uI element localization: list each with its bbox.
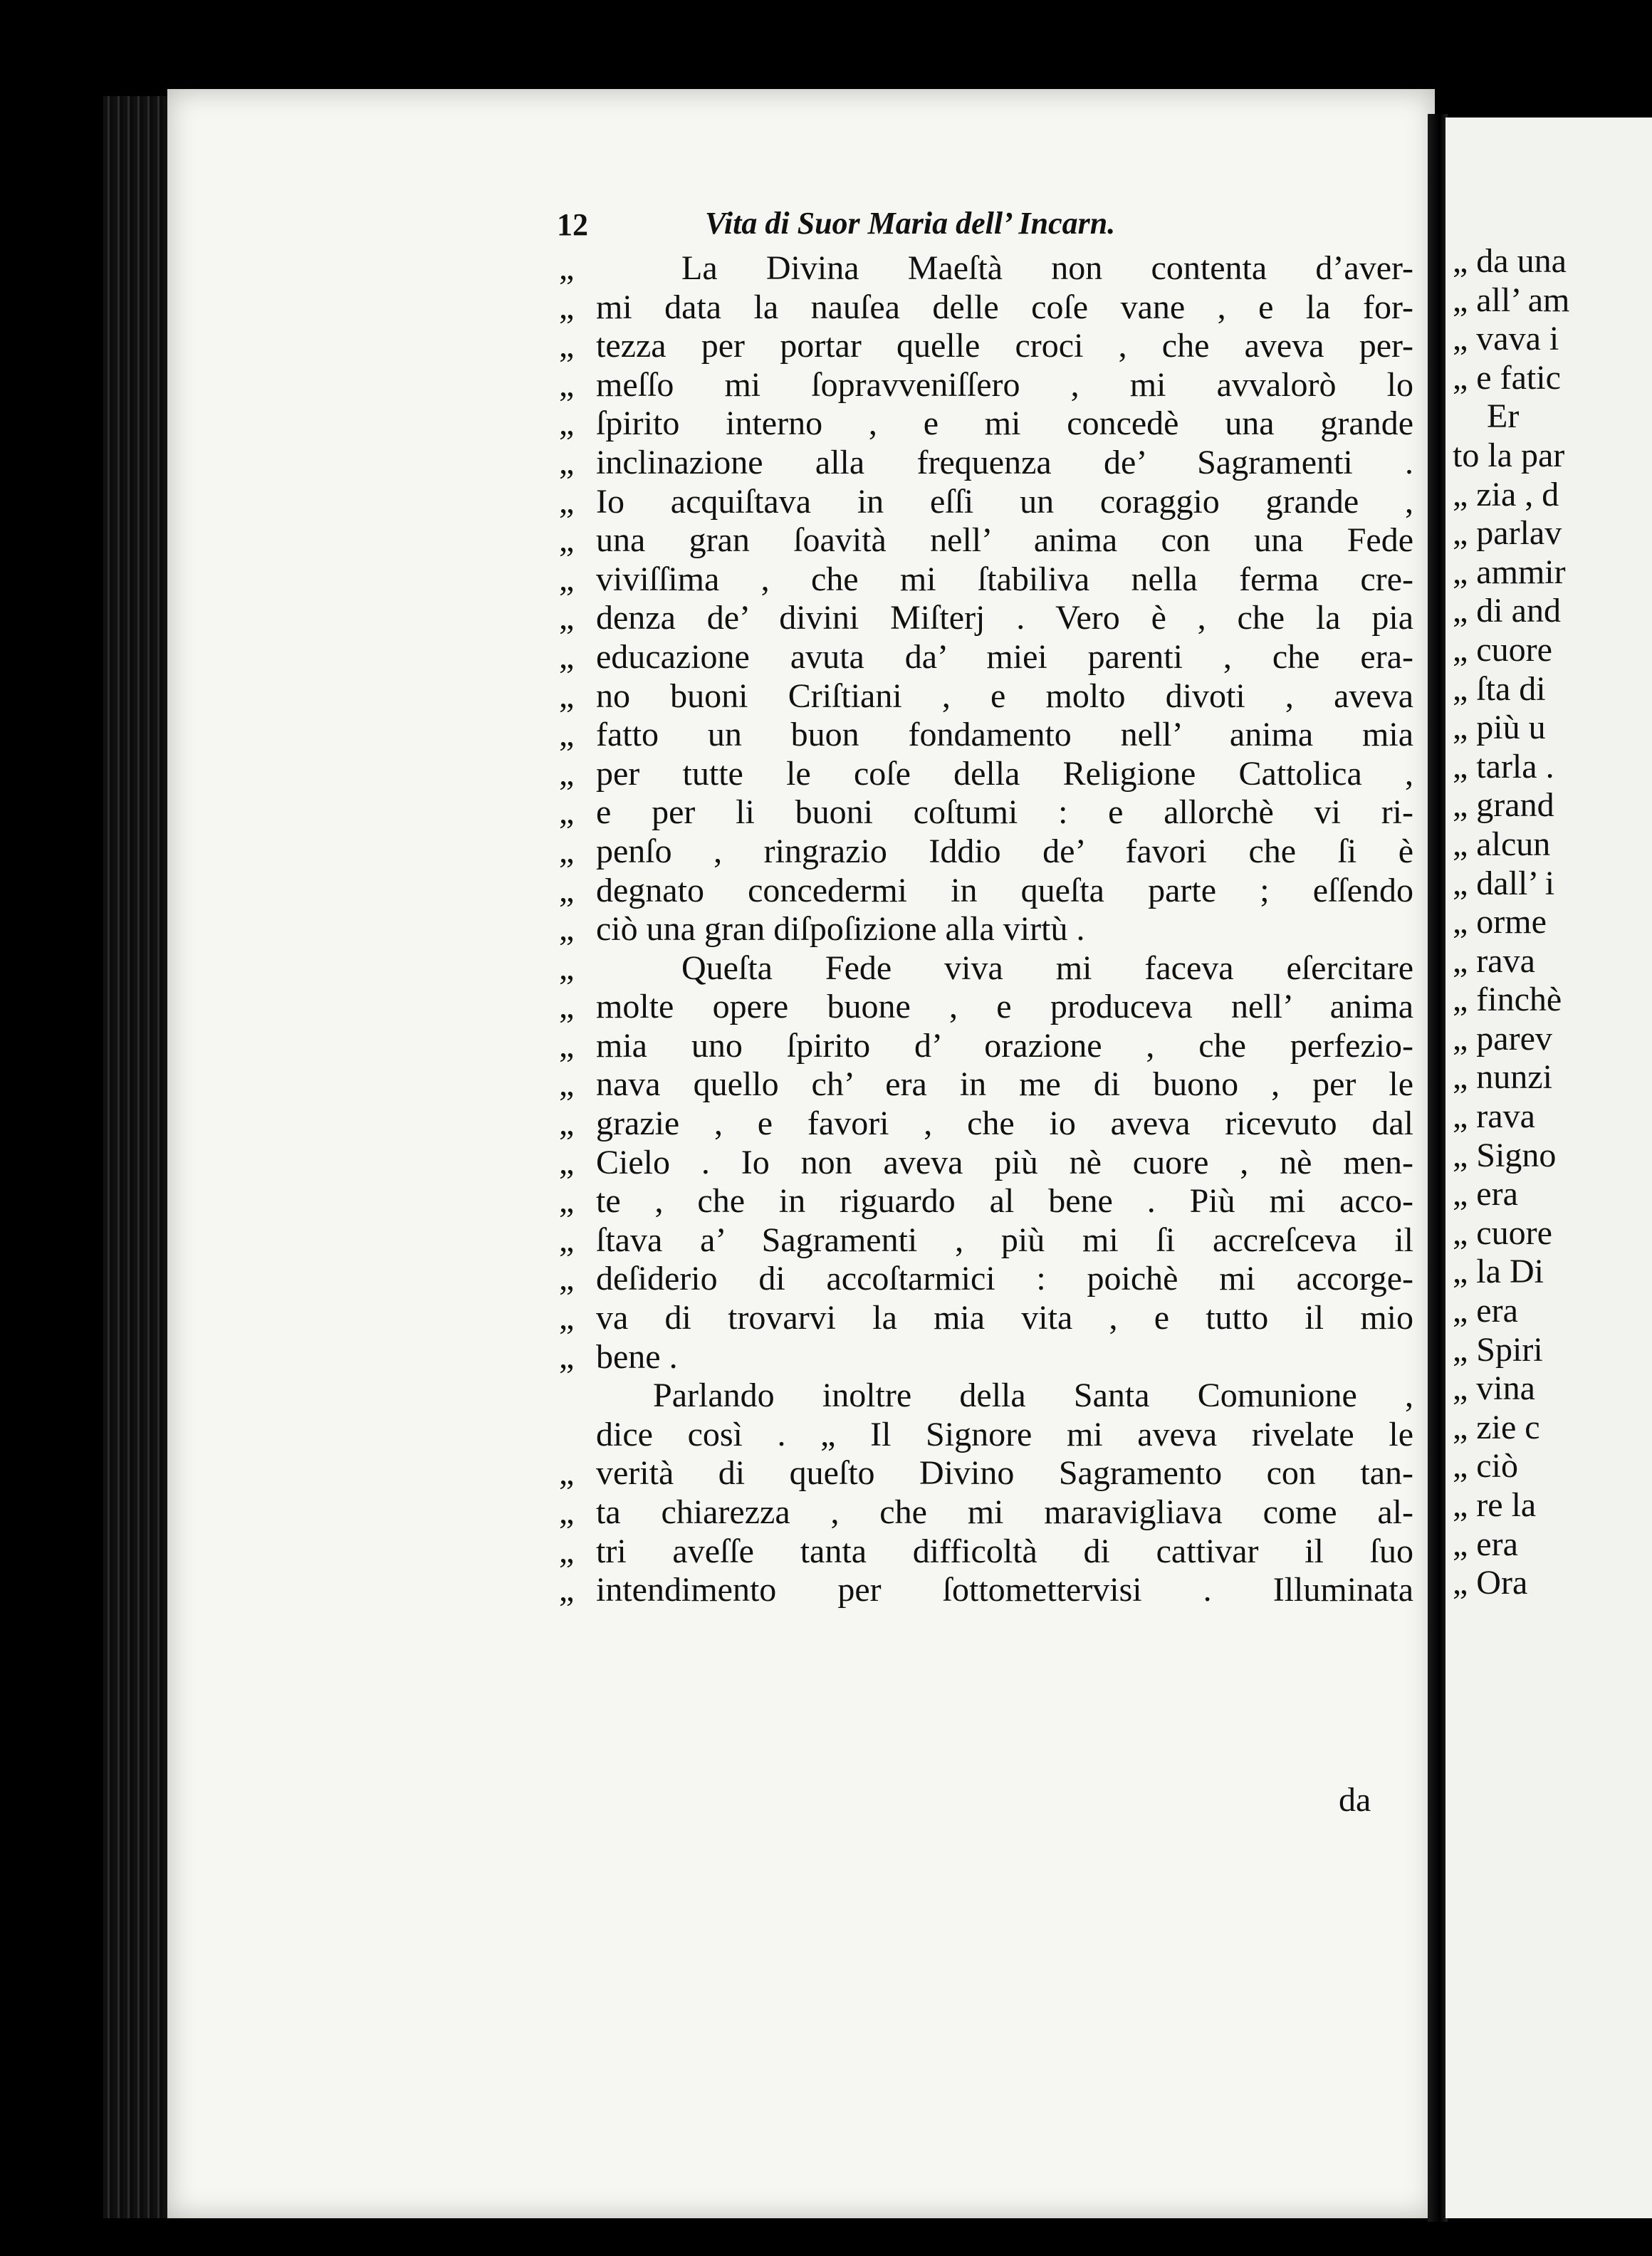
text-line — [559, 1260, 1413, 1299]
right-text-line: „ di and — [1453, 592, 1561, 630]
line-text: no buoni Criſtiani , e molto divoti , aveva — [596, 677, 1413, 715]
quote-mark: „ — [559, 327, 575, 365]
text-line — [559, 1144, 1413, 1183]
quote-mark: „ — [559, 249, 575, 287]
text-line — [559, 1493, 1413, 1532]
quote-mark: „ — [559, 443, 575, 481]
right-text-line: „ rava — [1453, 1097, 1535, 1136]
quote-mark: „ — [559, 365, 575, 404]
text-line — [559, 1182, 1413, 1221]
line-text: bene . — [596, 1337, 678, 1376]
quote-mark: „ — [559, 1454, 575, 1493]
right-text-line: „ ſta di — [1453, 669, 1546, 708]
quote-mark: „ — [559, 793, 575, 832]
book-gutter — [1428, 114, 1448, 2222]
quote-mark: „ — [559, 1182, 575, 1221]
text-line — [559, 1027, 1413, 1066]
line-text: penſo , ringrazio Iddio de’ favori che ſi è — [596, 832, 1413, 870]
quote-mark — [559, 1377, 596, 1416]
quote-mark: „ — [559, 1026, 575, 1065]
text-line — [559, 444, 1413, 483]
right-text-line: „ re la — [1453, 1486, 1537, 1524]
right-text-line: „ nunzi — [1453, 1058, 1552, 1097]
text-line — [559, 1532, 1413, 1572]
text-line — [559, 560, 1413, 600]
right-text-line: to la par — [1453, 436, 1565, 474]
right-text-line: „ ammir — [1453, 553, 1566, 591]
quote-mark: „ — [559, 1104, 575, 1143]
quote-mark: „ — [559, 988, 575, 1026]
right-text-line: „ era — [1453, 1292, 1518, 1330]
right-text-line: „ Spiri — [1453, 1330, 1543, 1369]
right-text-line: „ vava i — [1453, 320, 1559, 358]
text-line — [559, 872, 1413, 911]
line-text: nava quello ch’ era in me di buono , per le — [596, 1065, 1413, 1104]
line-text: Io acquiſtava in eſſi un coraggio grande , — [596, 482, 1413, 521]
quote-mark: „ — [559, 754, 575, 793]
quote-mark: „ — [559, 871, 575, 909]
right-text-line: „ da una — [1453, 242, 1567, 280]
text-line — [559, 599, 1413, 638]
quote-mark: „ — [559, 404, 575, 443]
quote-mark: „ — [559, 1493, 575, 1531]
line-text: va di trovarvi la mia vita , e tutto il mio — [596, 1299, 1413, 1337]
line-text: mia uno ſpirito d’ orazione , che perfezio- — [596, 1026, 1413, 1065]
text-line — [559, 832, 1413, 872]
right-text-line: „ zie c — [1453, 1408, 1540, 1446]
line-text: Queſta Fede viva mi faceva eſercitare — [681, 949, 1413, 987]
line-text: tri aveſſe tanta difficoltà di cattivar il ſuo — [596, 1532, 1413, 1570]
line-text: degnato concedermi in queſta parte ; eſſendo — [596, 871, 1413, 909]
quote-mark: „ — [559, 521, 575, 560]
line-text: meſſo mi ſopravveniſſero , mi avvalorò lo — [596, 365, 1413, 404]
right-text-line: „ finchè — [1453, 981, 1562, 1019]
line-text: La Divina Maeſtà non contenta d’aver- — [681, 249, 1413, 287]
text-line — [559, 755, 1413, 794]
text-line — [559, 327, 1413, 366]
right-text-line: „ parlav — [1453, 514, 1562, 553]
line-text: Parlando inoltre della Santa Comunione , — [653, 1377, 1413, 1415]
catchword: da — [1339, 1781, 1371, 1819]
line-text: educazione avuta da’ miei parenti , che era- — [596, 637, 1413, 676]
text-line — [559, 249, 1413, 288]
quote-mark: „ — [559, 1532, 575, 1570]
text-line — [559, 1454, 1413, 1493]
quote-mark: „ — [559, 910, 575, 949]
right-text-line: „ e fatic — [1453, 358, 1561, 397]
text-line — [559, 1338, 1413, 1377]
right-text-line: Er — [1453, 397, 1520, 436]
line-text: grazie , e favori , che io aveva ricevuto dal — [596, 1104, 1413, 1143]
line-text: verità di queſto Divino Sagramento con tan- — [596, 1454, 1413, 1493]
quote-mark — [559, 1416, 596, 1455]
right-text-line: „ era — [1453, 1525, 1518, 1563]
right-text-line: „ zia , d — [1453, 475, 1559, 513]
text-line — [559, 1104, 1413, 1144]
right-text-line: „ era — [1453, 1175, 1518, 1213]
quote-mark: „ — [559, 832, 575, 870]
text-line — [559, 1299, 1413, 1338]
quote-mark: „ — [559, 482, 575, 521]
right-text-line: „ cuore — [1453, 1213, 1552, 1252]
text-line — [559, 910, 1413, 949]
line-text: ta chiarezza , che mi maravigliava come al- — [596, 1493, 1413, 1531]
page-number: 12 — [557, 207, 588, 242]
text-line — [559, 638, 1413, 677]
right-text-line: „ cuore — [1453, 630, 1552, 669]
line-text: deſiderio di accoſtarmici : poichè mi accorge- — [596, 1260, 1413, 1298]
text-line — [559, 988, 1413, 1027]
running-title: Vita di Suor Maria dell’ Incarn. — [705, 206, 1116, 241]
quote-mark: „ — [559, 1299, 575, 1337]
line-text: dice così . „ Il Signore mi aveva rivelate le — [596, 1415, 1413, 1453]
text-line — [559, 366, 1413, 405]
line-text: per tutte le coſe della Religione Cattolica , — [596, 754, 1413, 793]
text-line — [559, 1571, 1413, 1610]
quote-mark: „ — [559, 288, 575, 326]
line-text: una gran ſoavità nell’ anima con una Fede — [596, 521, 1413, 560]
book-edge — [103, 96, 167, 2218]
text-line — [559, 1377, 1413, 1416]
line-text: fatto un buon fondamento nell’ anima mia — [596, 716, 1413, 754]
quote-mark: „ — [559, 677, 575, 715]
right-page-text — [1453, 242, 1652, 1603]
line-text: viviſſima , che mi ſtabiliva nella ferma cre- — [596, 560, 1413, 598]
line-text: intendimento per ſottomettervisi . Illuminata — [596, 1571, 1413, 1609]
quote-mark: „ — [559, 1143, 575, 1181]
quote-mark: „ — [559, 560, 575, 598]
line-text: denza de’ divini Miſterj . Vero è , che la pia — [596, 599, 1413, 637]
line-text: mi data la nauſea delle coſe vane , e la for- — [596, 288, 1413, 326]
right-text-line: „ grand — [1453, 786, 1554, 825]
line-text: ſtava a’ Sagramenti , più mi ſi accreſceva il — [596, 1221, 1413, 1259]
text-line — [559, 1221, 1413, 1260]
line-text: Cielo . Io non aveva più nè cuore , nè men- — [596, 1143, 1413, 1181]
right-text-line: „ rava — [1453, 941, 1535, 980]
right-text-line: „ ciò — [1453, 1447, 1518, 1485]
quote-mark: „ — [559, 1221, 575, 1259]
right-text-line: „ più u — [1453, 709, 1546, 747]
quote-mark: „ — [559, 949, 575, 987]
text-line — [559, 793, 1413, 832]
text-line — [559, 1416, 1413, 1455]
quote-mark: „ — [559, 1260, 575, 1298]
quote-mark: „ — [559, 1571, 575, 1609]
text-line — [559, 288, 1413, 328]
right-text-line: „ orme — [1453, 903, 1547, 941]
right-text-line: „ dall’ i — [1453, 864, 1555, 902]
right-text-line: „ parev — [1453, 1019, 1552, 1058]
line-text: inclinazione alla frequenza de’ Sagramenti . — [596, 443, 1413, 481]
right-text-line: „ la Di — [1453, 1253, 1544, 1291]
text-line — [559, 1065, 1413, 1104]
line-text: tezza per portar quelle croci , che aveva per- — [596, 327, 1413, 365]
text-line — [559, 716, 1413, 755]
right-text-line: „ alcun — [1453, 825, 1551, 863]
right-text-line: „ tarla . — [1453, 747, 1554, 785]
line-text: ſpirito interno , e mi concedè una grande — [596, 404, 1413, 443]
right-text-line: „ Signo — [1453, 1136, 1557, 1174]
quote-mark: „ — [559, 637, 575, 676]
quote-mark: „ — [559, 1065, 575, 1104]
left-page-text — [559, 249, 1413, 1610]
line-text: molte opere buone , e produceva nell’ anima — [596, 988, 1413, 1026]
right-text-line: „ all’ am — [1453, 281, 1570, 319]
right-text-line: „ Ora — [1453, 1564, 1528, 1602]
right-text-line: „ vina — [1453, 1369, 1535, 1408]
text-line — [559, 521, 1413, 560]
quote-mark: „ — [559, 599, 575, 637]
text-line — [559, 949, 1413, 988]
text-line — [559, 404, 1413, 444]
line-text: te , che in riguardo al bene . Più mi acco- — [596, 1182, 1413, 1221]
quote-mark: „ — [559, 716, 575, 754]
line-text: e per li buoni coſtumi : e allorchè vi ri- — [596, 793, 1413, 832]
text-line — [559, 677, 1413, 716]
quote-mark: „ — [559, 1337, 575, 1376]
text-line — [559, 483, 1413, 522]
line-text: ciò una gran diſpoſizione alla virtù . — [596, 910, 1085, 949]
